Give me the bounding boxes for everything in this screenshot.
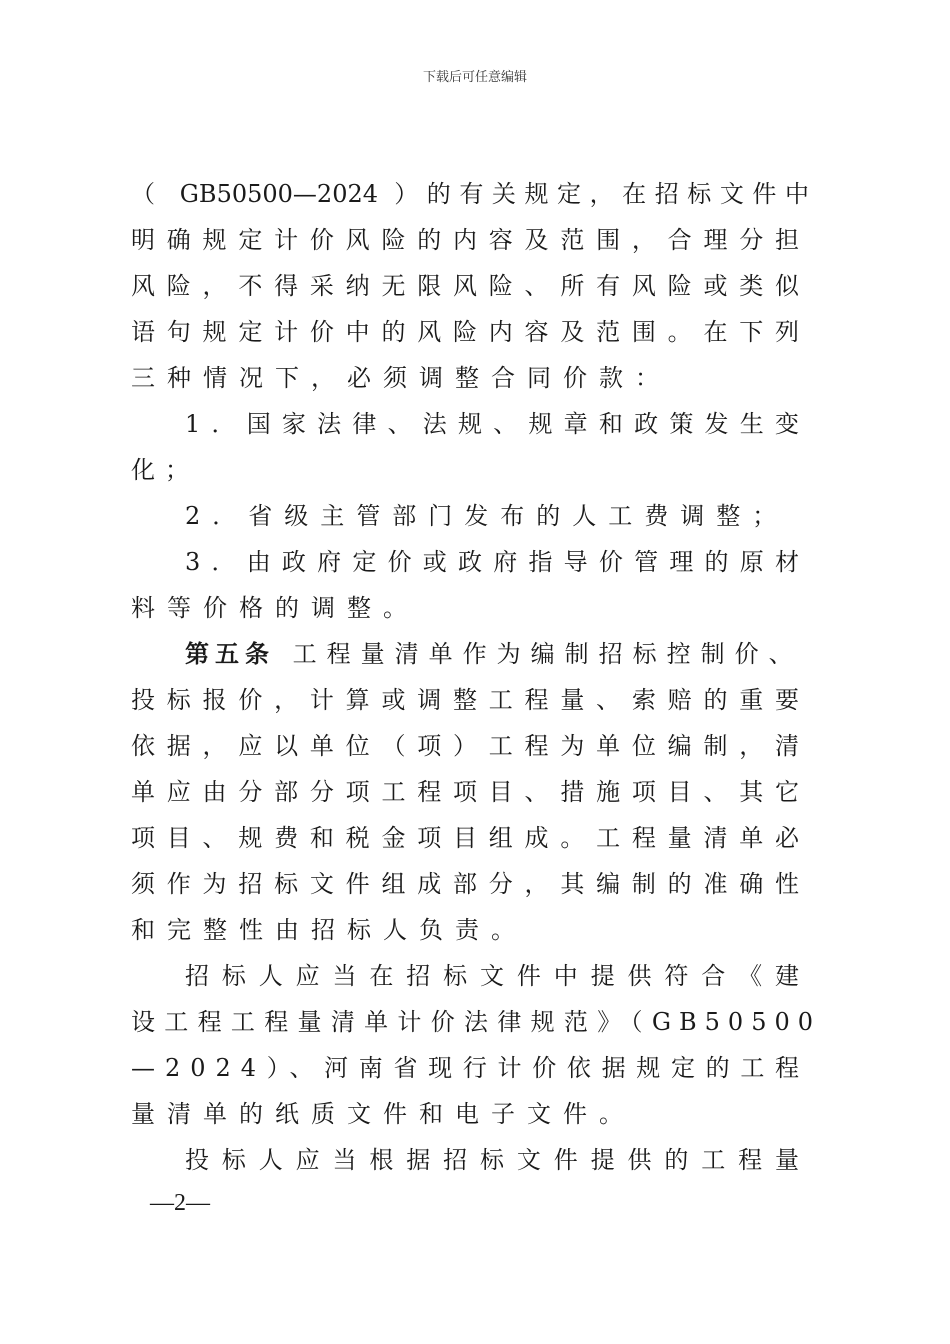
body-line: 料等价格的调整。 [131,594,419,622]
body-line: 设工程工程量清单计价法律规范》（GB50500 [131,1008,821,1036]
body-line: 量清单的纸质文件和电子文件。 [131,1100,635,1128]
article-text: 工程量清单作为编制招标控制价、 [292,640,803,668]
body-line: （ GB50500—2024 ）的有关规定，在招标文件中 [131,180,809,208]
body-line: 明确规定计价风险的内容及范围，合理分担 [131,226,809,254]
article-label: 第五条 [185,639,275,668]
body-line: 须作为招标文件组成部分，其编制的准确性 [131,870,809,898]
body-line: 语句规定计价中的风险内容及范围。在下列 [131,318,809,346]
body-line: 依据，应以单位（项）工程为单位编制，清 [131,732,809,760]
article-line [185,636,835,672]
body-line: 项目、规费和税金项目组成。工程量清单必 [131,824,809,852]
body-line: 三种情况下，必须调整合同价款： [131,364,671,392]
body-line: 和完整性由招标人负责。 [131,916,527,944]
body-line: 投标人应当根据招标文件提供的工程量 [185,1146,809,1174]
body-line: —2024）、河南省现行计价依据规定的工程 [131,1054,809,1082]
list-item: 2．省级主管部门发布的人工费调整； [185,502,789,530]
page-number: —2— [150,1190,210,1216]
body-line: 单应由分部分项工程项目、措施项目、其它 [131,778,809,806]
list-item: 1．国家法律、法规、规章和政策发生变 [185,410,809,438]
body-line: 风险，不得采纳无限风险、所有风险或类似 [131,272,809,300]
body-line: 招标人应当在招标文件中提供符合《建 [185,962,809,990]
body-line: 投标报价，计算或调整工程量、索赔的重要 [131,686,809,714]
body-line: 化； [131,456,199,484]
list-item: 3．由政府定价或政府指导价管理的原材 [185,548,809,576]
page-header: 下载后可任意编辑 [422,70,527,85]
